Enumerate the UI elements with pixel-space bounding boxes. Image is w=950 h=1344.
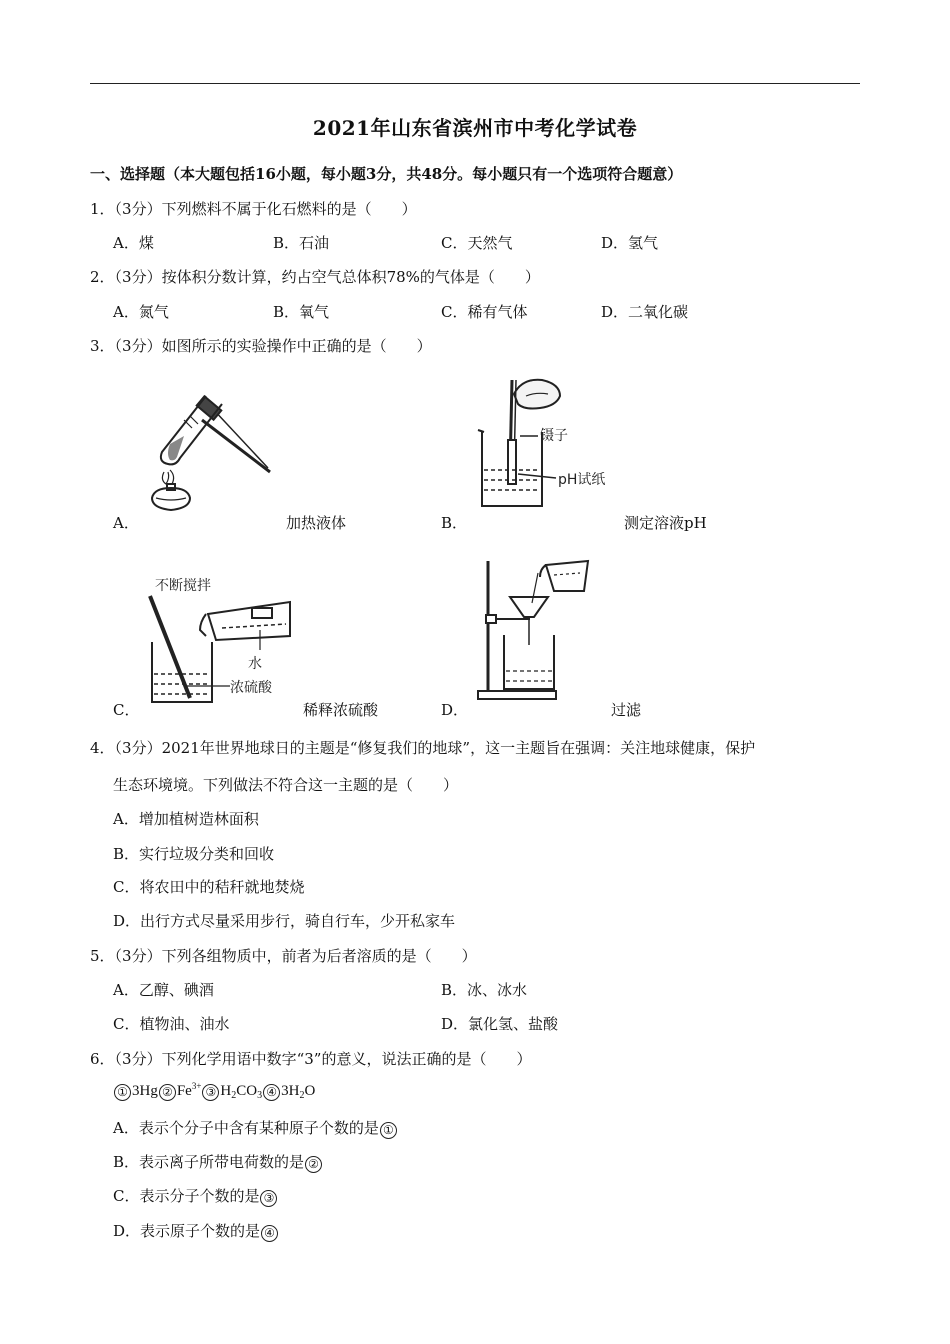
marker-1: ① bbox=[114, 1084, 131, 1101]
q3-option-a-letter[interactable]: A． bbox=[113, 514, 139, 532]
q6-option-d[interactable] bbox=[113, 1220, 279, 1242]
q6-option-b-text: B．表示离子所带电荷数的是 bbox=[113, 1153, 305, 1171]
label-tweezers: 镊子 bbox=[540, 428, 568, 444]
q1-option-c[interactable]: C．天然气 bbox=[441, 234, 513, 252]
label-water: 水 bbox=[248, 656, 262, 672]
q3-option-c-caption: 稀释浓硫酸 bbox=[303, 701, 379, 719]
question-4-stem-line2: 生态环境境。下列做法不符合这一主题的是（ ） bbox=[113, 776, 459, 794]
figure-heating-liquid bbox=[140, 380, 300, 520]
marker-4: ④ bbox=[263, 1084, 280, 1101]
q4-option-d[interactable]: D．出行方式尽量采用步行，骑自行车，少开私家车 bbox=[113, 912, 456, 930]
figure-ph-measurement bbox=[470, 370, 630, 510]
q4-option-a[interactable]: A．增加植树造林面积 bbox=[113, 810, 259, 828]
q3-option-d-caption: 过滤 bbox=[611, 701, 642, 719]
q6-option-b-marker: ② bbox=[305, 1156, 322, 1173]
formula-3-sub2: 3 bbox=[257, 1090, 263, 1101]
figure-diluting-acid bbox=[140, 570, 300, 710]
q2-option-a[interactable]: A．氮气 bbox=[113, 303, 169, 321]
q5-option-a[interactable]: A．乙醇、碘酒 bbox=[113, 981, 214, 999]
section-heading: 一、选择题（本大题包括16小题，每小题3分，共48分。每小题只有一个选项符合题意） bbox=[90, 165, 683, 183]
formula-3-sub1: 2 bbox=[231, 1090, 237, 1101]
formula-2-charge: 3+ bbox=[191, 1081, 202, 1091]
formula-2: Fe bbox=[176, 1083, 192, 1099]
question-4-stem-line1: 4．（3分）2021年世界地球日的主题是“修复我们的地球”，这一主题旨在强调：关注地球健康，保护 bbox=[90, 739, 756, 757]
q6-option-a-marker: ① bbox=[380, 1122, 397, 1139]
q6-option-c-text: C．表示分子个数的是 bbox=[113, 1187, 260, 1205]
q6-option-b[interactable] bbox=[113, 1151, 323, 1173]
q6-option-c[interactable] bbox=[113, 1185, 278, 1207]
page-title: 2021年山东省滨州市中考化学试卷 bbox=[312, 116, 638, 140]
question-2-stem: 2．（3分）按体积分数计算，约占空气总体积78%的气体是（ ） bbox=[90, 268, 540, 286]
q1-option-b[interactable]: B．石油 bbox=[273, 234, 330, 252]
formula-3-b: CO bbox=[236, 1083, 258, 1099]
q2-option-c[interactable]: C．稀有气体 bbox=[441, 303, 528, 321]
question-5-stem: 5．（3分）下列各组物质中，前者为后者溶质的是（ ） bbox=[90, 947, 477, 965]
figure-filtration bbox=[470, 555, 600, 705]
q2-option-d[interactable]: D．二氧化碳 bbox=[601, 303, 689, 321]
formula-4-b: O bbox=[304, 1083, 316, 1099]
q3-option-c-letter[interactable]: C． bbox=[113, 701, 140, 719]
formula-4-sub: 2 bbox=[299, 1090, 305, 1101]
q6-option-a-text: A．表示个分子中含有某种原子个数的是 bbox=[113, 1119, 379, 1137]
q3-option-b-letter[interactable]: B． bbox=[441, 514, 468, 532]
q5-option-c[interactable]: C．植物油、油水 bbox=[113, 1015, 230, 1033]
q4-option-b[interactable]: B．实行垃圾分类和回收 bbox=[113, 845, 275, 863]
q1-option-d[interactable]: D．氢气 bbox=[601, 234, 659, 252]
formula-3-a: H bbox=[220, 1083, 232, 1099]
label-stir: 不断搅拌 bbox=[155, 578, 211, 594]
question-3-stem: 3．（3分）如图所示的实验操作中正确的是（ ） bbox=[90, 337, 432, 355]
question-6-stem: 6．（3分）下列化学用语中数字“3”的意义，说法正确的是（ ） bbox=[90, 1050, 532, 1068]
q6-option-a[interactable] bbox=[113, 1117, 398, 1139]
q3-option-d-letter[interactable]: D． bbox=[441, 701, 469, 719]
q3-option-a-caption: 加热液体 bbox=[286, 514, 347, 532]
q4-option-c[interactable]: C．将农田中的秸秆就地焚烧 bbox=[113, 878, 305, 896]
header-rule bbox=[90, 83, 860, 84]
label-sulfuric-acid: 浓硫酸 bbox=[230, 680, 272, 696]
formula-1: 3Hg bbox=[132, 1083, 158, 1099]
marker-2: ② bbox=[159, 1084, 176, 1101]
q2-option-b[interactable]: B．氧气 bbox=[273, 303, 330, 321]
label-ph-paper: pH试纸 bbox=[558, 472, 606, 488]
q6-option-d-text: D．表示原子个数的是 bbox=[113, 1222, 261, 1240]
q6-option-c-marker: ③ bbox=[260, 1190, 277, 1207]
q5-option-d[interactable]: D．氯化氢、盐酸 bbox=[441, 1015, 559, 1033]
question-1-stem: 1．（3分）下列燃料不属于化石燃料的是（ ） bbox=[90, 200, 417, 218]
marker-3: ③ bbox=[202, 1084, 219, 1101]
q3-option-b-caption: 测定溶液pH bbox=[624, 514, 707, 532]
formula-4-a: 3H bbox=[281, 1083, 300, 1099]
q1-option-a[interactable]: A．煤 bbox=[113, 234, 154, 252]
q6-option-d-marker: ④ bbox=[261, 1225, 278, 1242]
q6-formulas bbox=[113, 1083, 315, 1101]
q5-option-b[interactable]: B．冰、冰水 bbox=[441, 981, 528, 999]
